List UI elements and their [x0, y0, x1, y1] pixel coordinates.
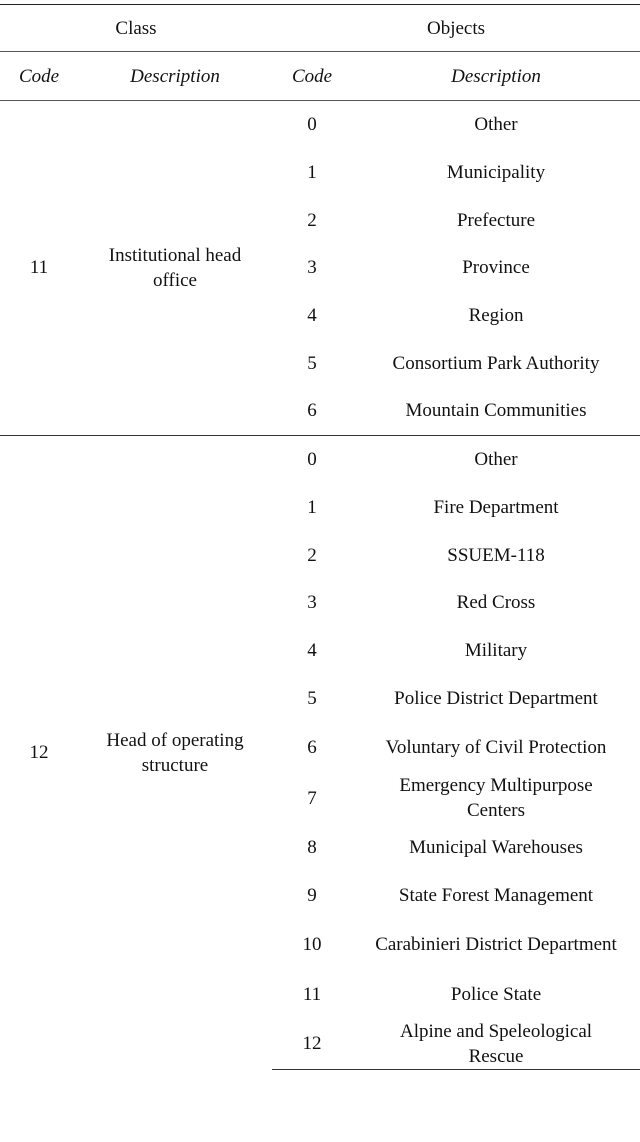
class-code-header: Code: [0, 52, 78, 101]
object-description-cell: [352, 579, 640, 627]
object-description-text: Police State: [450, 983, 542, 1005]
object-description-text: Prefecture: [456, 209, 536, 231]
object-code-cell: 3: [307, 257, 317, 279]
object-code-cell: 11: [302, 983, 322, 1005]
class-code-cell: 12: [0, 435, 78, 1069]
object-code-cell: 0: [272, 435, 352, 483]
object-code-cell: 2: [307, 544, 317, 566]
object-code-cell: 5: [307, 687, 317, 709]
object-description-cell: [352, 101, 640, 149]
objects-header: Objects: [272, 5, 640, 52]
object-description-text: Province: [462, 257, 530, 279]
object-code-cell: 0: [272, 101, 352, 149]
object-description-text: Fire Department: [433, 496, 559, 518]
object-description-header: Description: [352, 52, 640, 101]
object-code-cell: 1: [307, 162, 317, 184]
object-description-text: Emergency Multipurpose Centers: [399, 775, 593, 822]
class-description-header: Description: [78, 52, 272, 101]
class-description-text: Institutional head office: [108, 244, 242, 291]
object-description-cell: [352, 1018, 640, 1070]
class-code-cell: 11: [0, 101, 78, 436]
object-description-text: Carabinieri District Department: [375, 934, 617, 956]
object-code-cell: 6: [307, 400, 317, 422]
object-description-text: Municipality: [446, 162, 546, 184]
object-description-cell: [352, 339, 640, 387]
table-row: [0, 435, 640, 483]
object-description-cell: [352, 149, 640, 197]
object-code-cell: 8: [307, 837, 317, 859]
object-description-cell: [352, 627, 640, 675]
object-code-header: Code: [272, 52, 352, 101]
header-row-top: [0, 5, 640, 52]
object-description-cell: [352, 970, 640, 1018]
class-description-cell: [78, 435, 272, 1069]
object-code-cell: 7: [307, 787, 317, 809]
object-description-cell: [352, 484, 640, 532]
object-description-cell: [352, 196, 640, 244]
object-description-cell: [352, 773, 640, 824]
table-body: [0, 101, 640, 1070]
object-description-cell: [352, 292, 640, 340]
object-description-text: Alpine and Speleological Rescue: [399, 1020, 593, 1067]
classification-table: [0, 4, 640, 1070]
object-description-text: State Forest Management: [398, 884, 594, 906]
object-description-cell: [352, 531, 640, 579]
object-code-cell: 4: [307, 639, 317, 661]
object-description-text: Region: [468, 305, 524, 327]
object-code-cell: 6: [307, 736, 317, 758]
object-description-text: Military: [464, 639, 528, 661]
table-row: [0, 101, 640, 149]
object-description-text: Police District Department: [394, 687, 598, 709]
object-description-cell: [352, 674, 640, 722]
object-code-cell: 2: [307, 209, 317, 231]
object-description-cell: [352, 919, 640, 970]
object-code-cell: 4: [307, 305, 317, 327]
object-description-text: Voluntary of Civil Protection: [385, 736, 607, 758]
object-description-cell: [352, 722, 640, 773]
class-description-text: Head of operating structure: [106, 729, 244, 776]
object-code-cell: 10: [302, 934, 322, 956]
object-description-cell: [352, 435, 640, 483]
object-description-cell: [352, 824, 640, 872]
object-description-cell: [352, 244, 640, 292]
object-code-cell: 3: [307, 592, 317, 614]
object-description-text: Consortium Park Authority: [392, 352, 600, 374]
object-description-text: Other: [474, 114, 518, 136]
object-code-cell: 1: [307, 496, 317, 518]
object-description-text: Mountain Communities: [405, 400, 587, 422]
class-header: Class: [0, 5, 272, 52]
object-description-text: SSUEM-118: [447, 544, 545, 566]
object-description-text: Red Cross: [456, 592, 536, 614]
object-code-cell: 12: [272, 1018, 352, 1070]
object-description-cell: [352, 872, 640, 920]
class-description-cell: [78, 101, 272, 436]
object-code-cell: 9: [307, 884, 317, 906]
object-code-cell: 5: [307, 352, 317, 374]
object-description-text: Other: [474, 449, 518, 471]
object-description-text: Municipal Warehouses: [409, 837, 583, 859]
object-description-cell: [352, 387, 640, 435]
header-row-sub: [0, 52, 640, 101]
